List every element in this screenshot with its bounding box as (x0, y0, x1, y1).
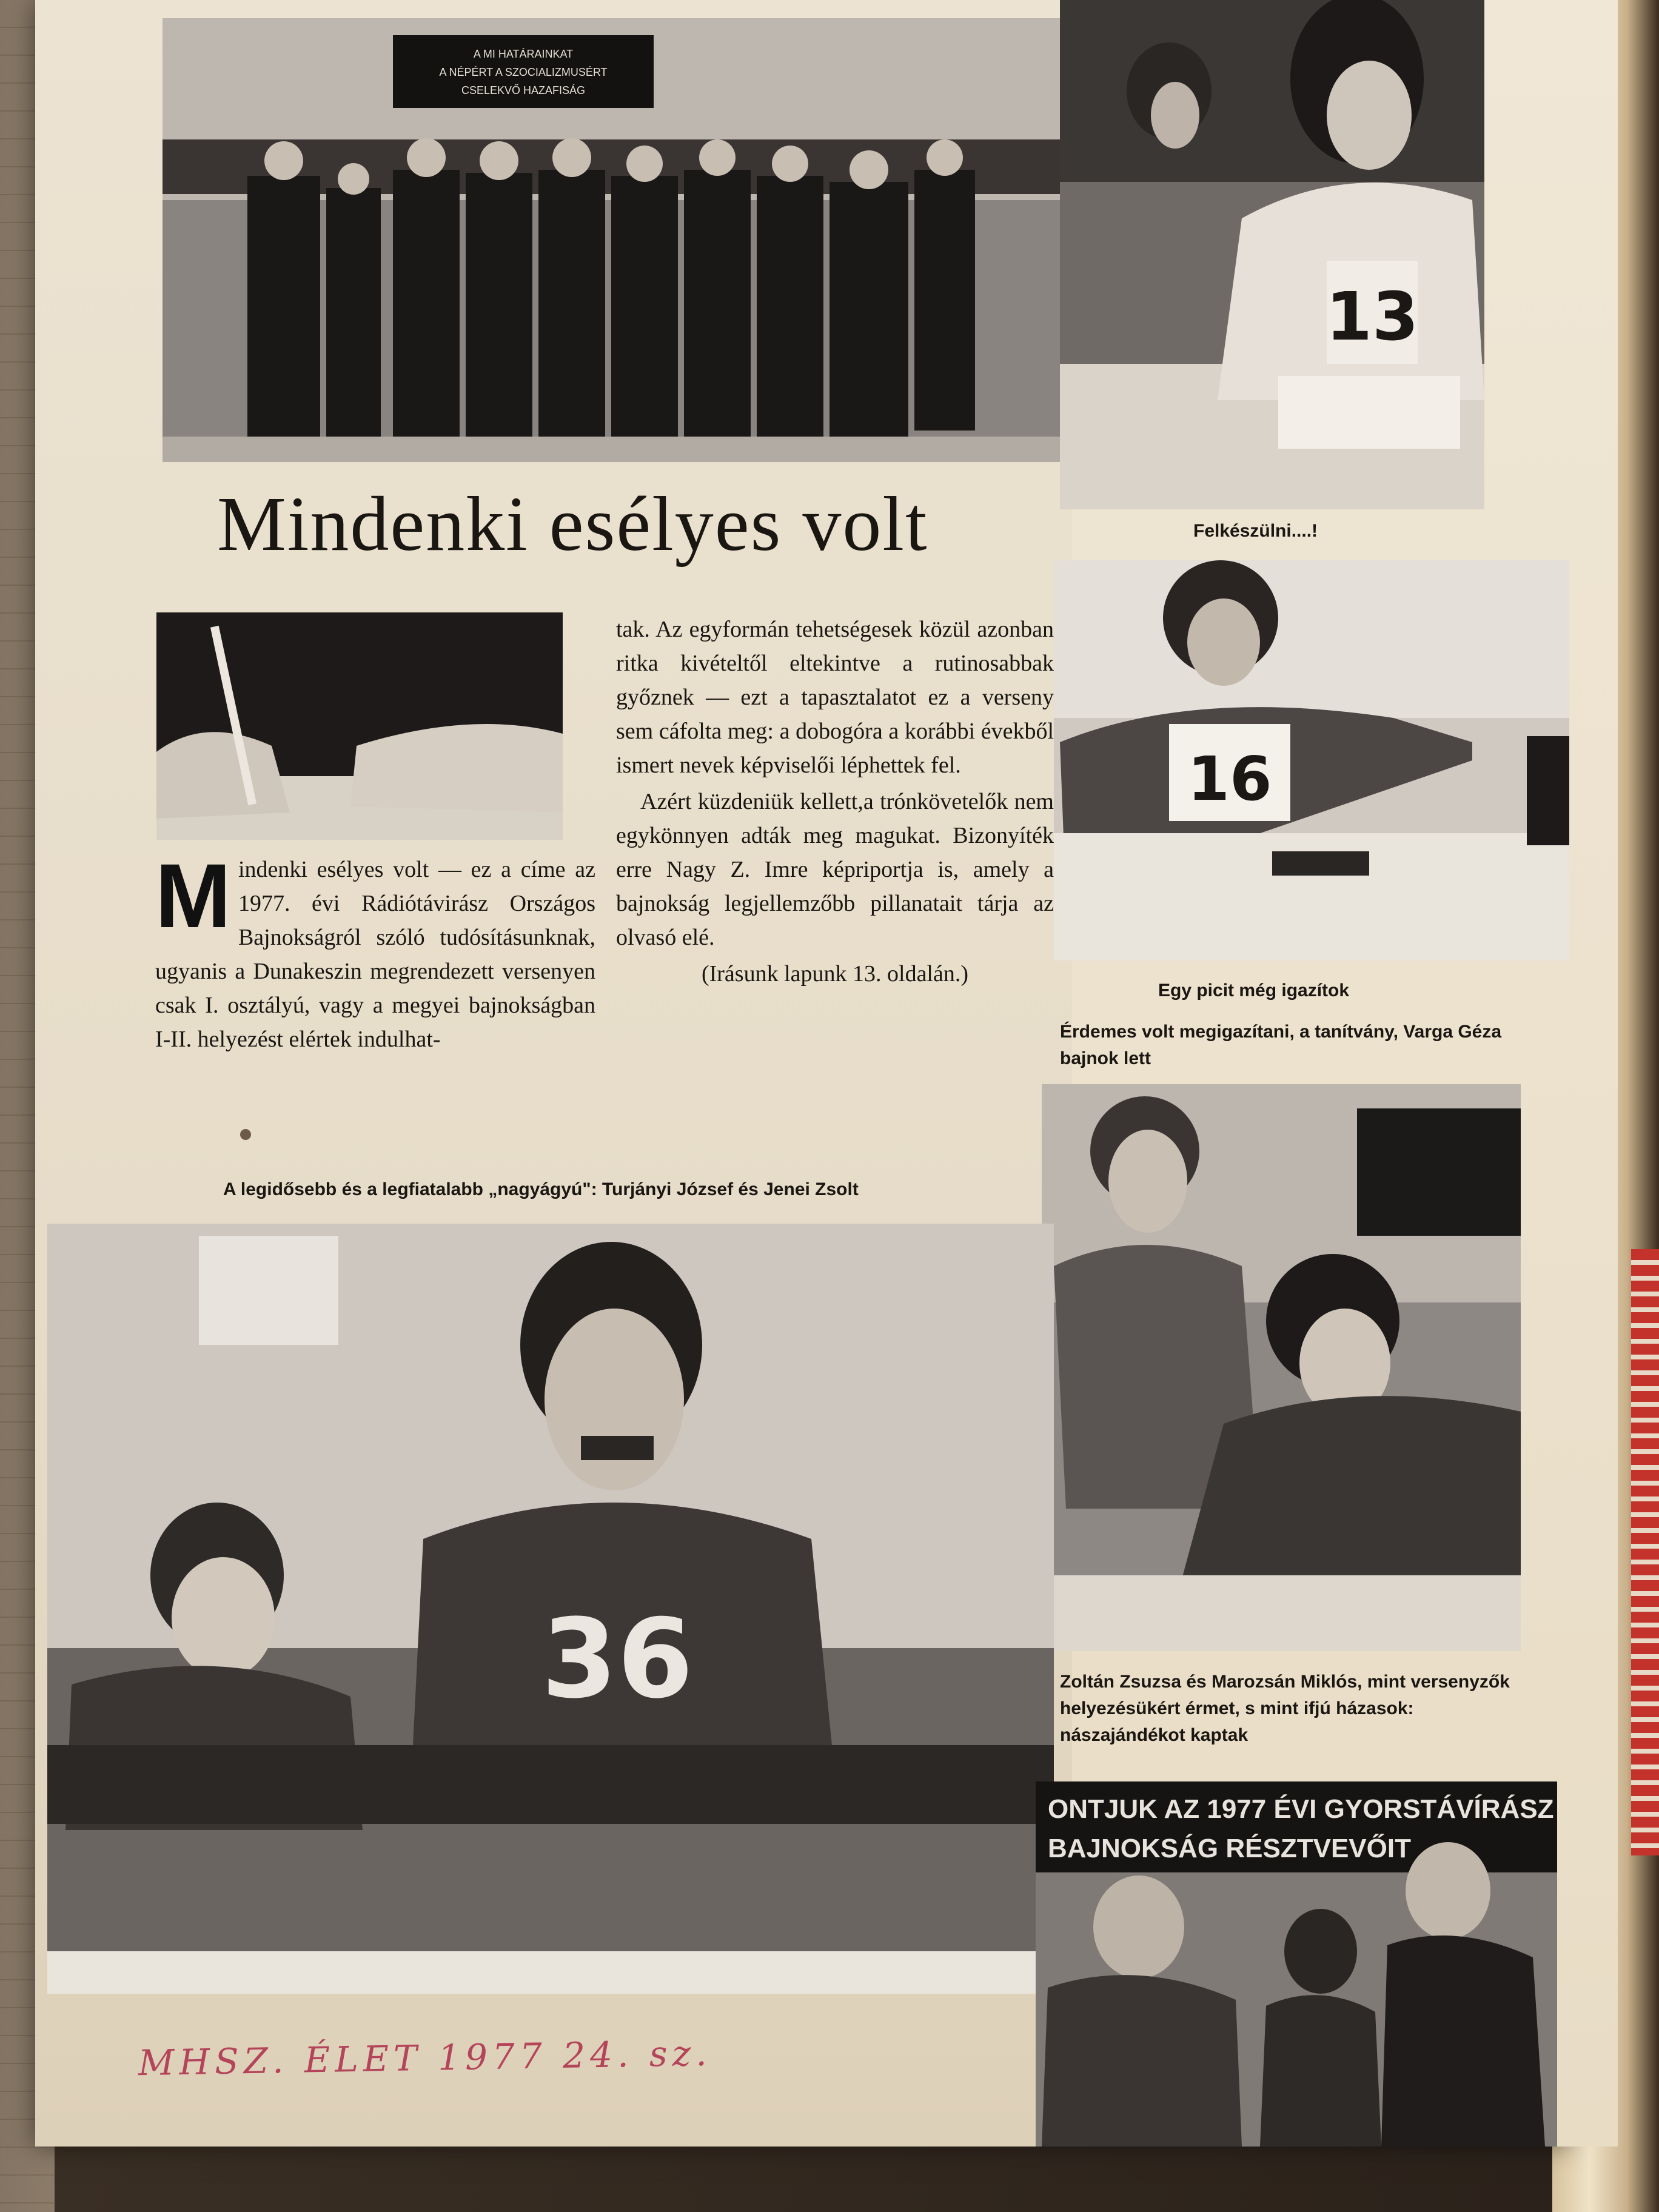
caption-erdemes: Érdemes volt megigazítani, a tanítvány, Varga Géza bajnok lett (1060, 1022, 1502, 1068)
ceremony-banner-text: ONTJUK AZ 1977 ÉVI GYORSTÁVÍRÁSZ (1048, 1794, 1554, 1824)
column-2-paragraph-1: tak. Az egyformán tehetségesek közül azonban ritka kivételtől eltekintve a rutinosabbak győznek — ezt a tapasztalatot ez a verseny sem cáfolta meg: a dobogóra a korábbi évekből ismert nevek képviselői léphettek fel. (616, 617, 1054, 778)
page-reference: (Irásunk lapunk 13. oldalán.) (701, 961, 969, 987)
photo-girl-headphones (1060, 0, 1484, 509)
caption-egy-picit: Egy picit még igazítok (1158, 980, 1350, 1000)
article-column-2 (616, 612, 1054, 993)
caption-felkeszulni: Felkészülni....! (1193, 521, 1318, 541)
banner-text: CSELEKVŐ HAZAFISÁG (461, 84, 586, 96)
ceremony-banner-text: BAJNOKSÁG RÉSZTVEVŐIT (1048, 1834, 1411, 1863)
article-column-1 (155, 845, 595, 1056)
column-2-paragraph-2: Azért küzdeniük kellett,a trónkövetelők nem egykönnyen adták meg magukat. Bizonyíték erre Nagy Z. Imre képriportja is, amely a bajnokság legjellemzőbb pillanatait tárja az olvasó elé. (616, 789, 1054, 950)
photo-group-lineup (163, 18, 1060, 462)
handwritten-source-note: MHSZ. ÉLET 1977 24. sz. (138, 2032, 712, 2084)
bib-number: 36 (541, 1596, 694, 1723)
photo-boy-key (1054, 560, 1569, 960)
bib-number: 16 (1187, 743, 1272, 814)
banner-text: A MI HATÁRAINKAT (473, 48, 574, 60)
newspaper-clipping (35, 0, 1569, 2147)
bib-number: 13 (1326, 278, 1419, 355)
caption-legidosebb: A legidősebb és a legfiatalabb „nagyágyú": Turjányi József és Jenei Zsolt (223, 1179, 859, 1199)
article-headline: Mindenki esélyes volt (217, 481, 928, 567)
photo-boy-and-man (47, 1224, 1054, 1994)
photo-hand-writing (156, 612, 563, 840)
photo-award-ceremony (1036, 1781, 1557, 2147)
photo-coach-headphones (1042, 1084, 1521, 1651)
column-1-text: indenki esélyes volt — ez a címe az 1977. évi Rádiótávirász Országos Bajnokságról szóló tudósításunknak, ugyanis a Dunakeszin megrendezett versenyen csak I. osztályú, vagy a megyei bajnokságban I-II. helyezést elértek indulhat- (155, 857, 595, 1052)
banner-text: A NÉPÉRT A SZOCIALIZMUSÉRT (439, 66, 608, 78)
caption-zoltan: Zoltán Zsuzsa és Marozsán Miklós, mint versenyzők helyezésükért érmet, s mint ifjú házasok: nászajándékot kaptak (1060, 1672, 1510, 1745)
paper-spot (240, 1129, 251, 1140)
red-tape-strip (1631, 1249, 1659, 1855)
drop-cap: M (155, 845, 231, 947)
